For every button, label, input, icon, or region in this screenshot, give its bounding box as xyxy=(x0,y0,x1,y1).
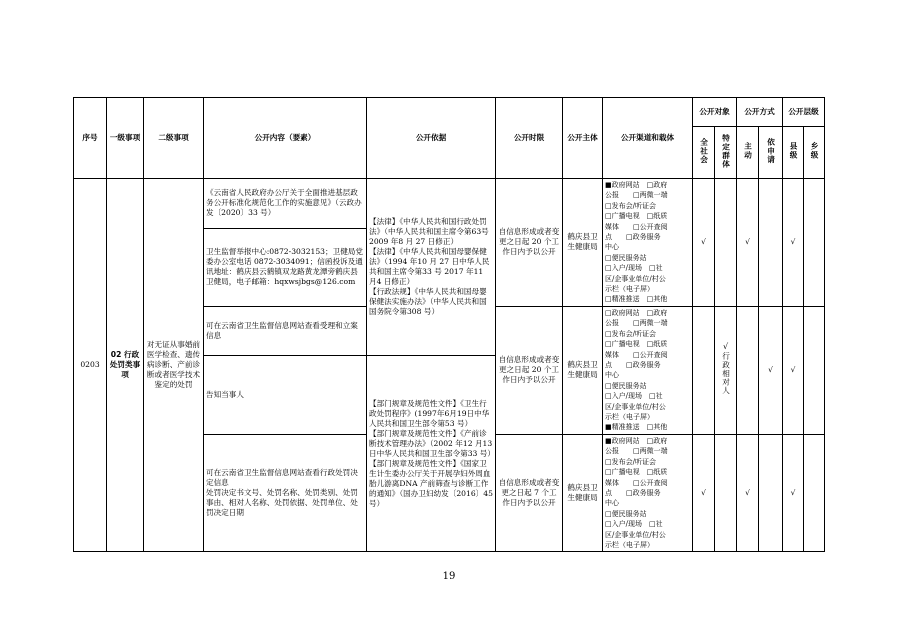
channel-a-line: □精准推送 □其他 xyxy=(605,295,668,304)
time-c: 自信息形成或者变更之日起 7 个工作日内予以公开 xyxy=(496,434,563,551)
channel-a-line: 媒体 □公开查阅 xyxy=(605,222,668,231)
time-a: 自信息形成或者变更之日起 20 个工作日内予以公开 xyxy=(496,179,563,307)
header-method-active: 主动 xyxy=(743,142,753,160)
channel-a-line: 中心 xyxy=(605,243,619,252)
channel-c-line: 示栏（电子屏） xyxy=(605,540,654,549)
channel-b-line: 点 □政务服务 xyxy=(605,360,661,369)
basis-group-a xyxy=(367,179,496,356)
check-c-county: √ xyxy=(783,434,804,551)
check-c-all: √ xyxy=(693,434,715,551)
header-target-all: 全社会 xyxy=(699,138,709,164)
check-a-active: √ xyxy=(737,179,759,307)
channel-b-line: □广播电视 □纸质 xyxy=(605,340,668,349)
content-notify: 告知当事人 xyxy=(204,355,367,434)
basis-group-b xyxy=(367,355,496,551)
header-cat2: 二级事项 xyxy=(144,98,204,179)
header-basis: 公开依据 xyxy=(367,98,496,179)
empty-a-specific xyxy=(715,179,737,307)
basis-law-penalty: 【法律】《中华人民共和国行政处罚法》（中华人民共和国主席令第63号 2009 年8 月 27 日修正） xyxy=(369,216,489,246)
subject-a: 鹤庆县卫生健康局 xyxy=(563,179,603,307)
empty-a-town xyxy=(804,179,825,307)
content-decision: 可在云南省卫生监督信息网站查看行政处罚决定信息 处罚决定书文号、处罚名称、处罚类别、处罚事由、相对人名称、处罚依据、处罚单位、处罚决定日期 xyxy=(204,434,367,551)
basis-law-maternal: 【法律】《中华人民共和国母婴保健法》（1994 年10 月 27 日中华人民共和国主席令第33 号 2017 年11 月4 日修正） xyxy=(369,246,490,286)
channel-c-line: □便民服务站 xyxy=(605,509,647,518)
header-target: 公开对象 xyxy=(693,98,737,127)
channel-c-line: □发布会/听证会 xyxy=(605,457,656,466)
channel-a-line: 公报 □两微一端 xyxy=(605,191,668,200)
channel-b-line: 中心 xyxy=(605,371,619,380)
channel-b-line: □发布会/听证会 xyxy=(605,329,656,338)
row-cat1: 02 行政处罚类事项 xyxy=(107,179,144,552)
channel-b-line: 区/企事业单位/村公 xyxy=(605,402,666,411)
channel-a xyxy=(603,179,693,307)
channel-a-line: 点 □政务服务 xyxy=(605,233,661,242)
check-b-county: √ xyxy=(783,306,804,434)
content-acceptance: 可在云南省卫生监督信息网站查看受理和立案信息 xyxy=(204,306,367,355)
subject-c: 鹤庆县卫生健康局 xyxy=(563,434,603,551)
channel-c-line: 中心 xyxy=(605,499,619,508)
subject-b: 鹤庆县卫生健康局 xyxy=(563,306,603,434)
check-a-all: √ xyxy=(693,179,715,307)
channel-c-line: 媒体 □公开查阅 xyxy=(605,478,668,487)
channel-b-line: □入户/现场 □社 xyxy=(605,392,663,401)
empty-b-all xyxy=(693,306,715,434)
content-policy: 《云南省人民政府办公厅关于全面推进基层政务公开标准化规范化工作的实施意见》（云政办发〔2020〕33 号） xyxy=(204,179,367,229)
header-method-request: 依申请 xyxy=(766,138,776,164)
check-c-active: √ xyxy=(737,434,759,551)
header-channel: 公开渠道和载体 xyxy=(603,98,693,179)
empty-c-specific xyxy=(715,434,737,551)
channel-a-line: ■政府网站 □政府 xyxy=(605,181,668,189)
header-seq: 序号 xyxy=(74,98,107,179)
header-method: 公开方式 xyxy=(737,98,783,127)
channel-b-line: 示栏（电子屏） xyxy=(605,413,654,421)
empty-c-request xyxy=(759,434,783,551)
empty-a-request xyxy=(759,179,783,307)
channel-b-line: ■精准推送 □其他 xyxy=(605,423,668,432)
channel-b-line: □便民服务站 xyxy=(605,381,647,390)
channel-c-line: ■政府网站 □政府 xyxy=(605,436,668,445)
content-contact: 卫生监督举报中心:0872-3032153；卫健局党委办公室电话 0872-3034091；信函投诉及通讯地址：鹤庆县云鹤镇双龙路黄龙潭旁鹤庆县卫健局，电子邮箱：hqxwsjbgs@126.com xyxy=(204,228,367,306)
channel-b-line: □政府网站 □政府 xyxy=(605,308,668,317)
header-level-town: 乡级 xyxy=(810,142,819,160)
header-time: 公开时限 xyxy=(496,98,563,179)
channel-a-line: □发布会/听证会 xyxy=(605,201,656,210)
basis-rule-prenatal: 【部门规章及规范性文件】《产前诊断技术管理办法》（2002 年12 月13 日中华人民共和国卫生部令第33 号） xyxy=(369,428,495,458)
page-number: 19 xyxy=(442,571,456,582)
row-cat2: 对无证从事婚前医学检查、遗传病诊断、产前诊断或者医学技术鉴定的处罚 xyxy=(144,179,204,552)
basis-rule-dna: 【部门规章及规范性文件】《国家卫生计生委办公厅关于开展孕妇外周血胎儿游离DNA 产前筛查与诊断工作的通知》（国办卫妇幼发〔2016〕45 号） xyxy=(369,458,493,508)
specific-b xyxy=(715,306,737,434)
empty-b-active xyxy=(737,306,759,434)
channel-c-line: □入户/现场 □社 xyxy=(605,520,663,529)
channel-c-line: 公报 □两微一端 xyxy=(605,447,668,456)
channel-b-line: 媒体 □公开查阅 xyxy=(605,350,668,359)
header-level-county: 县级 xyxy=(789,142,798,160)
header-cat1: 一级事项 xyxy=(107,98,144,179)
row-seq: 0203 xyxy=(74,179,107,552)
header-target-specific: 特定群体 xyxy=(721,133,731,169)
channel-b-line: 公报 □两微一端 xyxy=(605,319,668,328)
specific-b-text: 行政相对人 xyxy=(721,352,731,396)
header-content: 公开内容（要素） xyxy=(204,98,367,179)
channel-a-line: □入户/现场 □社 xyxy=(605,264,663,273)
disclosure-table xyxy=(73,97,825,552)
empty-c-town xyxy=(804,434,825,551)
time-b: 自信息形成或者变更之日起 20 个工作日内予以公开 xyxy=(496,306,563,434)
channel-c xyxy=(603,434,693,551)
basis-rule-procedure: 【部门规章及规范性文件】《卫生行政处罚程序》(1997年6月19日中华人民共和国卫生部令第53 号） xyxy=(369,398,490,428)
channel-c-line: 区/企事业单位/村公 xyxy=(605,530,666,539)
channel-a-line: □广播电视 □纸质 xyxy=(605,212,668,221)
channel-b xyxy=(603,306,693,434)
header-subject: 公开主体 xyxy=(563,98,603,179)
channel-c-line: □广播电视 □纸质 xyxy=(605,468,668,477)
basis-regulation-maternal: 【行政法规】《中华人民共和国母婴保健法实施办法》（中华人民共和国国务院令第308 号） xyxy=(369,286,487,316)
channel-a-line: □便民服务站 xyxy=(605,253,647,262)
channel-c-line: 点 □政务服务 xyxy=(605,488,661,497)
channel-a-line: 示栏（电子屏） xyxy=(605,285,654,294)
check-b-request: √ xyxy=(759,306,783,434)
check-a-county: √ xyxy=(783,179,804,307)
empty-b-town xyxy=(804,306,825,434)
channel-a-line: 区/企事业单位/村公 xyxy=(605,274,666,283)
check-b-specific: √ xyxy=(722,342,729,352)
header-level: 公开层级 xyxy=(783,98,825,127)
